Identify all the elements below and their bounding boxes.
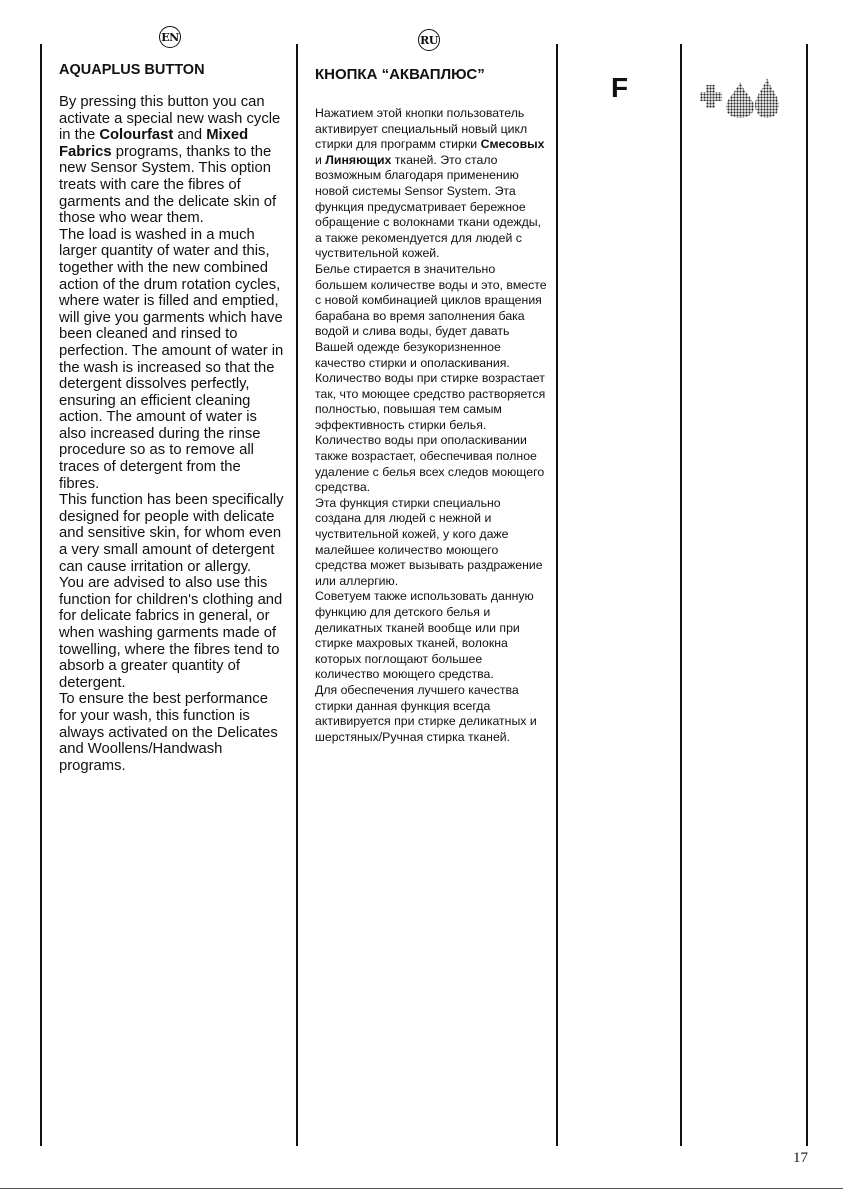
column-divider-1 <box>40 44 42 1146</box>
en-paragraph: To ensure the best performance for your wash, this function is always activated on the Delicates and Woollens/Handwash programs. <box>59 691 278 774</box>
ru-paragraph: Эта функция стирки специально создана для людей с нежной и чуствительной кожей, у кого даже малейшее количество моющего средства может вызывать раздражение или аллергию. <box>315 495 543 588</box>
ru-bold-colourfast: Линяющих <box>325 152 392 167</box>
ru-body-text <box>315 106 547 745</box>
ru-section-title: КНОПКА “АКВАПЛЮС” <box>315 66 485 83</box>
column-divider-3 <box>556 44 558 1146</box>
en-paragraph: The load is washed in a much larger quantity of water and this, together with the new combined action of the drum rotation cycles, where water is filled and emptied, will give you garments which have been cleaned and rinsed to perfection. The amount of water in the wash is increased so that the detergent dissolves perfectly, ensuring an efficient cleaning action. The amount of water is also increased during the rinse procedure so as to remove all traces of detergent from the fibres. <box>59 226 284 492</box>
ru-paragraph: Количество воды при стирке возрастает так, что моющее средство растворяется полностью, повышая тем самым эффективность стирки белья. <box>315 371 546 432</box>
ru-text-run: Нажатием этой кнопки пользователь активирует специальный новый цикл стирки для программ стирки <box>315 106 528 152</box>
en-paragraph: You are advised to also use this function for children's clothing and for delicate fabrics in general, or when washing garments made of towelling, where the fibres tend to absorb a greater quantity of detergent. <box>59 575 283 691</box>
language-badge-en: EN <box>159 26 181 48</box>
bottom-rule <box>0 1188 843 1189</box>
russian-column <box>315 66 547 745</box>
ru-text-run: тканей. Это стало возможным благодаря применению новой системы Sensor System. Эта функция предусматривает бережное обращение с волокнами ткани одежды, а также рекомендуется для людей с чуствительной кожей. <box>315 152 542 261</box>
ru-paragraph: Советуем также использовать данную функцию для детского белья и деликатных тканей вообще или при стирке махровых тканей, волокна которых поглощают большее количество моющего средства. <box>315 589 534 682</box>
page-number: 17 <box>793 1150 808 1166</box>
ru-paragraph <box>315 106 547 262</box>
ru-text-run: и <box>315 152 326 167</box>
language-badge-ru: RU <box>418 29 440 51</box>
en-paragraph <box>59 94 285 227</box>
ru-paragraph: Для обеспечения лучшего качества стирки данная функция всегда активируется при стирке деликатных и шерстяных/Ручная стирка тканей. <box>315 682 537 744</box>
en-text-run: programs, thanks to the new Sensor System. This option treats with care the fibres of garments and the delicate skin of those who wear them. <box>59 143 277 227</box>
ru-bold-mixed: Смесовых <box>480 137 545 152</box>
en-text-run: By pressing this button you can activate a special new wash cycle in the <box>59 94 281 144</box>
column-divider-4 <box>680 44 682 1146</box>
en-text-run: and <box>173 127 207 144</box>
en-section-title: AQUAPLUS BUTTON <box>59 62 205 78</box>
ru-paragraph: Белье стирается в значительно большем количестве воды и это, вместе с новой комбинацией циклов вращения барабана во время заполнения бака водой и слива воды, будет давать Вашей одежде безукоризненное качество стирки и ополаскивания. <box>315 261 547 370</box>
en-bold-colourfast: Colourfast <box>99 127 174 144</box>
f-column-label: F <box>611 72 629 103</box>
en-bold-mixed-fabrics: Mixed Fabrics <box>59 127 249 160</box>
ru-paragraph: Количество воды при ополаскивании также возрастает, обеспечивая полное удаление с белья всех следов моющего средства. <box>315 433 545 495</box>
column-divider-5 <box>806 44 808 1146</box>
english-column <box>59 62 285 774</box>
en-paragraph: This function has been specifically designed for people with delicate and sensitive skin, for whom even a very small amount of detergent can cause irritation or allergy. <box>59 492 284 575</box>
aquaplus-water-drops-icon <box>700 78 782 120</box>
column-divider-2 <box>296 44 298 1146</box>
en-body-text <box>59 94 285 774</box>
